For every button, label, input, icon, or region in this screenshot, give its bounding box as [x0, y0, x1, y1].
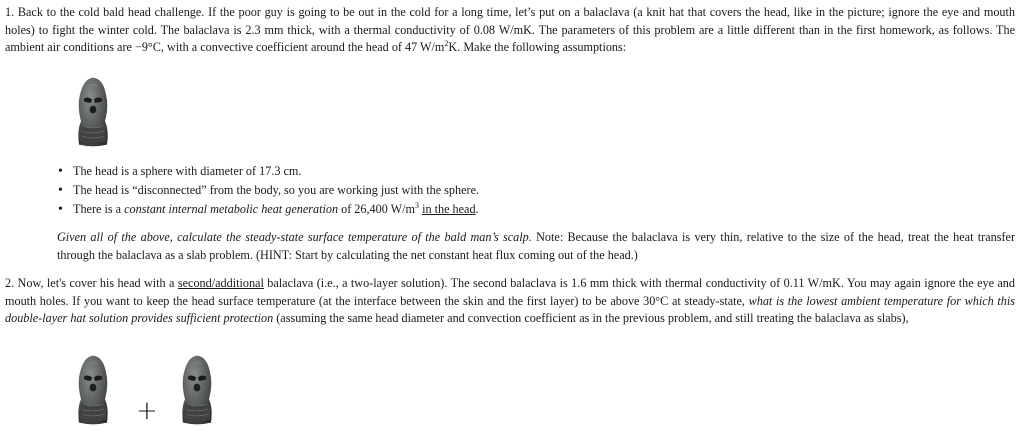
- plus-sign: +: [136, 396, 158, 426]
- balaclava-image: [73, 76, 113, 148]
- list-item: • There is a constant internal metabolic heat generation of 26,400 $W/m^3$ in the head.: [62, 200, 479, 219]
- balaclava-image-first-layer: [73, 354, 113, 426]
- given-text: Given all of the above, calculate the steady-state surface temperature of the bald man’s scalp. Note: Because the balaclava is very thin, relative to the size of the head, treat the heat transfer through the balaclava as a slab problem. (HINT: Start by calculating the net constant heat flux coming out of the head.): [57, 230, 1016, 262]
- assumptions-list: [62, 162, 479, 220]
- balaclava-image-second-layer: [177, 354, 217, 426]
- problem-2-text: 2. Now, let's cover his head with a second/additional balaclava (i.e., a two-layer solution). The second balaclava is 1.6 mm thick with thermal conductivity of 0.11 W/mK. You may again ignore the eye and mouth holes. If you want to keep the head surface temperature (at the interface between the skin and the first layer) to be above 30°C at steady-state, what is the lowest ambient temperature for which this double-layer hat solution provides sufficient protection (assuming the same head diameter and convection coefficient as in the previous problem, and still treating the balaclava as slabs),: [5, 276, 1015, 325]
- list-item: • The head is “disconnected” from the body, so you are working just with the sphere.: [62, 181, 479, 200]
- list-item: • The head is a sphere with diameter of 17.3 cm.: [62, 162, 479, 181]
- problem-1-text: 1. Back to the cold bald head challenge. If the poor guy is going to be out in the cold for a long time, let’s put on a balaclava (a knit hat that covers the head, like in the picture; ignore the eye and mouth holes) to fight the winter cold. The balaclava is 2.3 mm thick, with a thermal conductivity of 0.08 W/mK. The parameters of this problem are a little different than in the first homework, as follows. The ambient air conditions are −9°C, with a convective coefficient around the head of 47 $W/m^2K$. Make the following assumptions:: [5, 5, 1015, 54]
